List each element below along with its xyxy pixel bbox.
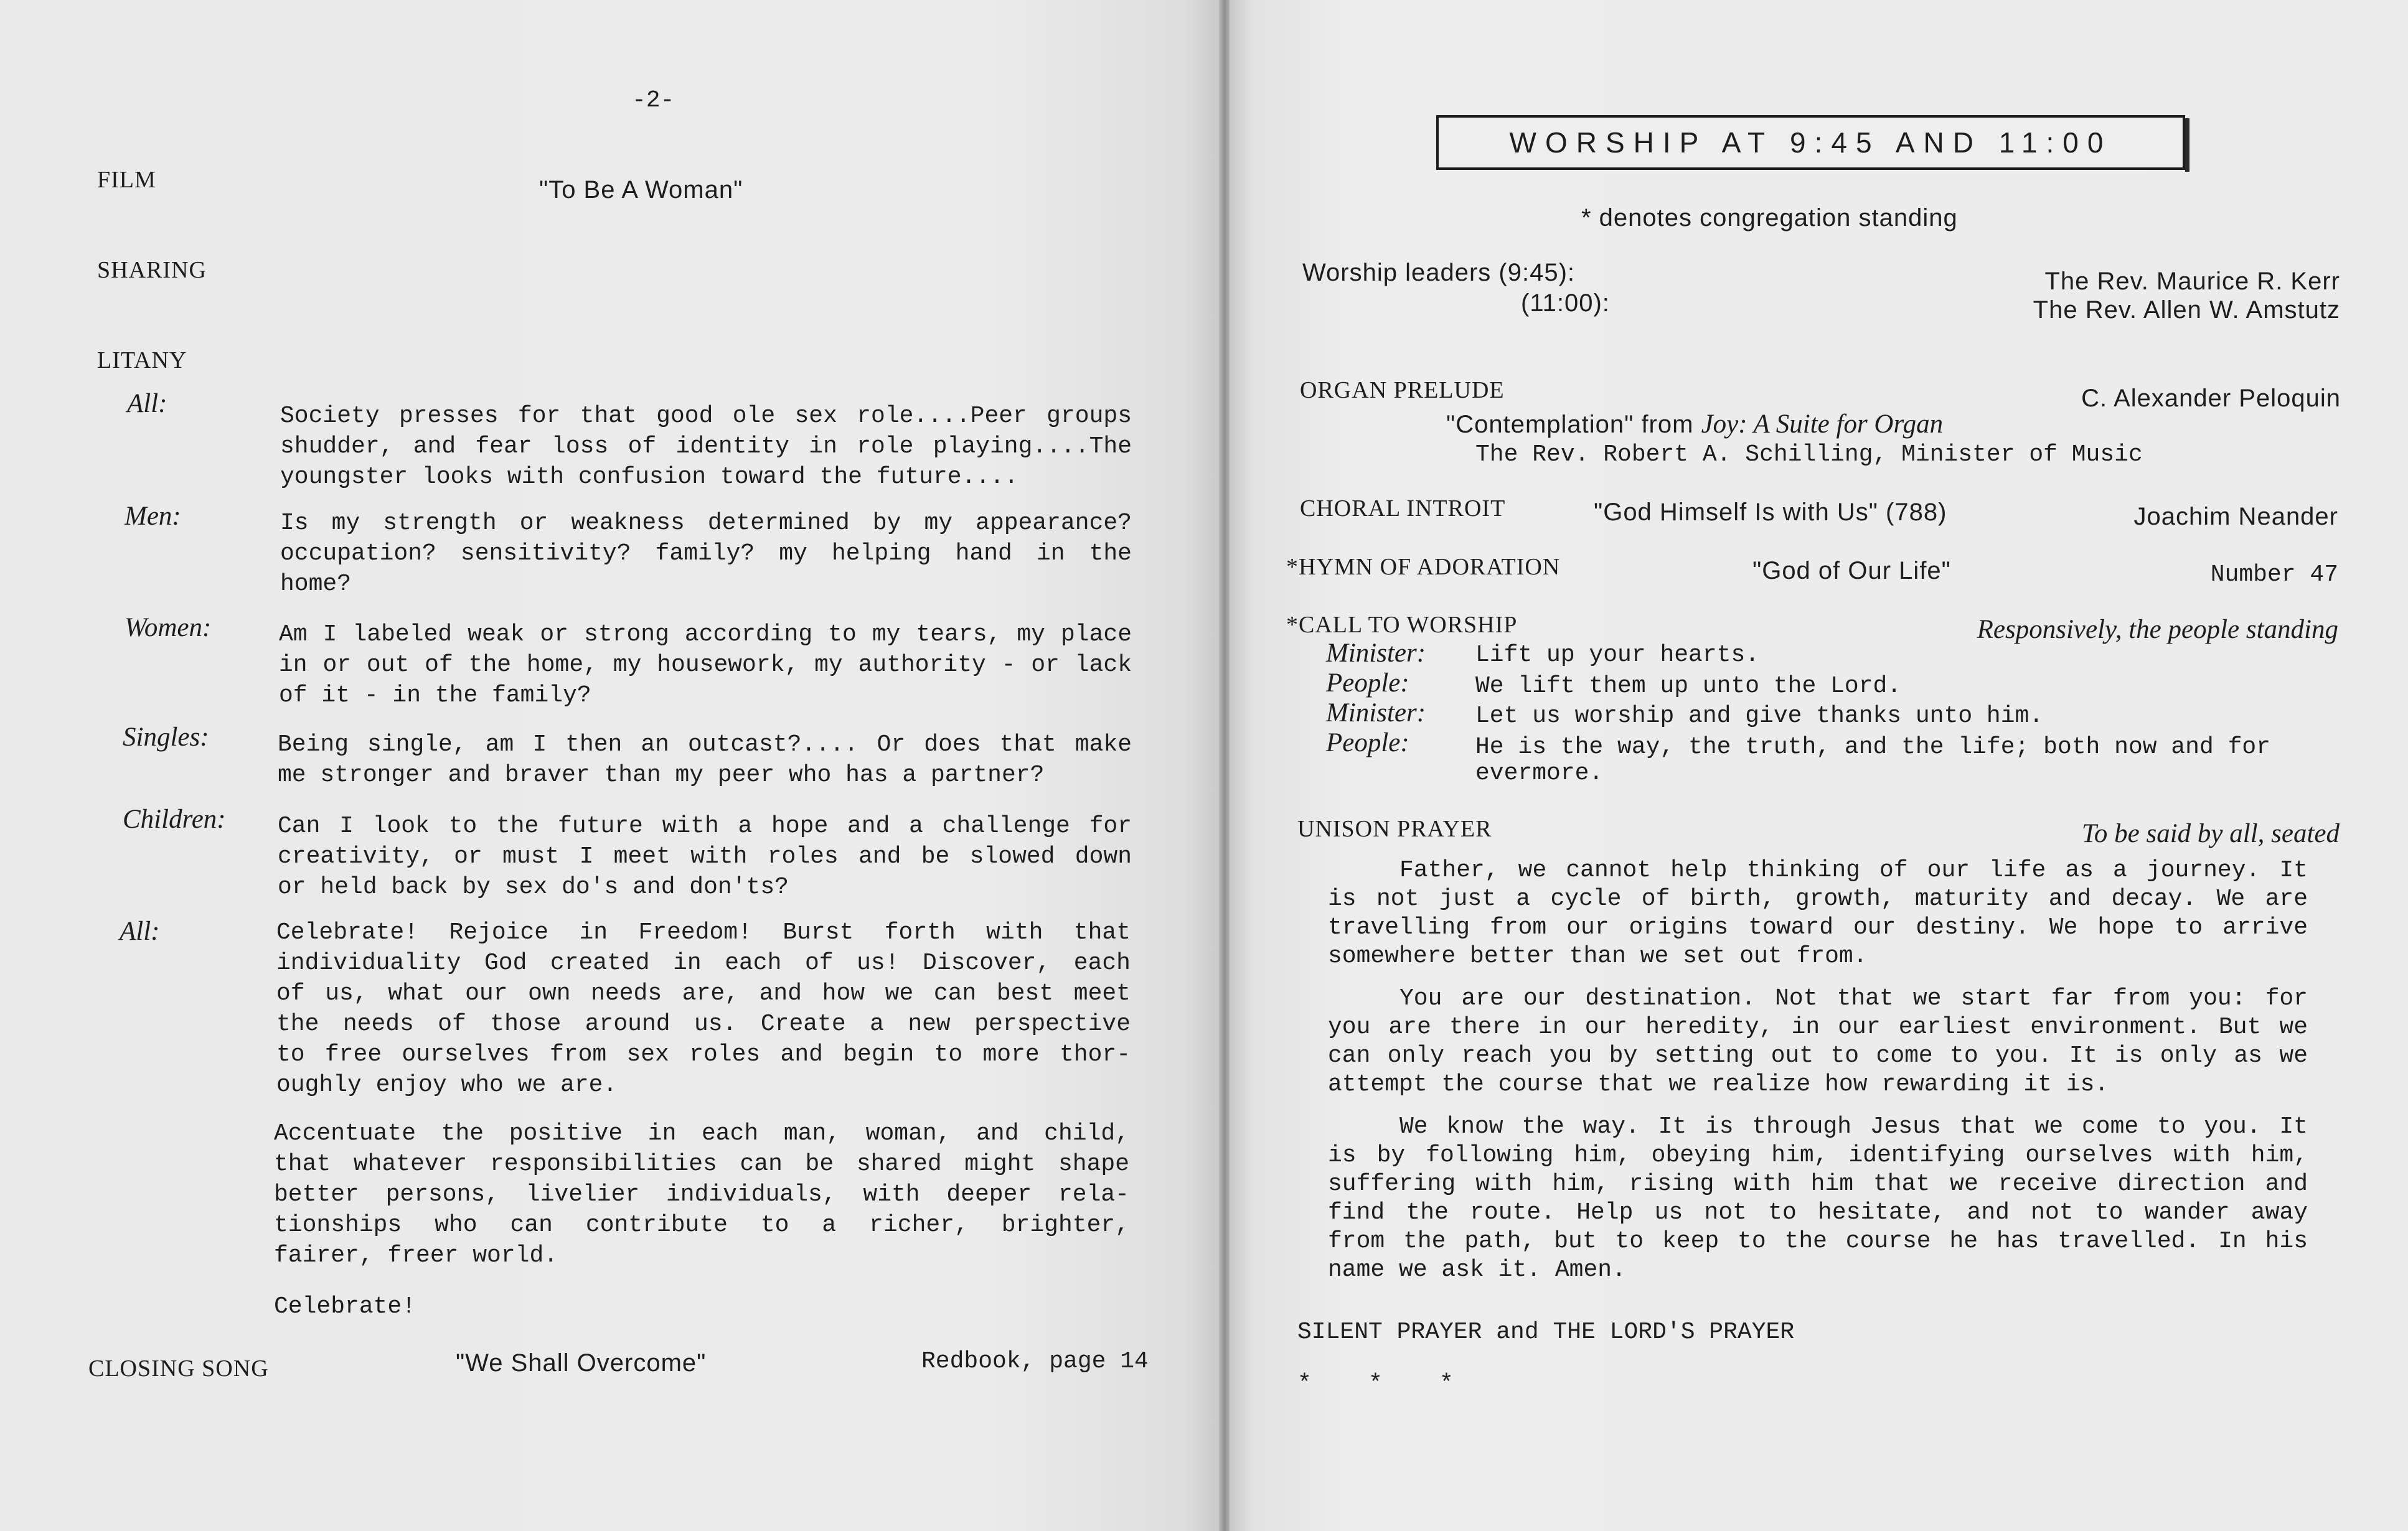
- responsive-text: Let us worship and give thanks unto him.: [1475, 703, 2044, 729]
- litany-response: [278, 729, 1132, 790]
- accentuate-paragraph: [274, 1118, 1129, 1271]
- litany-line: youngster looks with confusion toward the future....: [280, 464, 1018, 490]
- litany-line: or held back by sex do's and don'ts?: [278, 874, 789, 901]
- litany-line: in or out of the home, my housework, my authority - or lack: [279, 652, 1132, 678]
- litany-line: Being single, am I then an outcast?.... Or does that make: [278, 731, 1132, 758]
- responsive-text: We lift them up unto the Lord.: [1475, 673, 1902, 700]
- litany-response: [279, 619, 1132, 711]
- page-number: -2-: [632, 87, 675, 114]
- call-to-worship-label: *CALL TO WORSHIP: [1286, 612, 1518, 638]
- choral-introit-composer: Joachim Neander: [2133, 503, 2338, 530]
- litany-line: oughly enjoy who we are.: [276, 1072, 618, 1098]
- litany-line: home?: [280, 571, 352, 597]
- responsive-speaker: Minister:: [1326, 698, 1426, 728]
- litany-speaker: Singles:: [123, 723, 209, 752]
- litany-line: Society presses for that good ole sex role....Peer groups: [280, 403, 1132, 429]
- standing-note: * denotes congregation standing: [1581, 204, 1958, 232]
- book-gutter: [1219, 0, 1230, 1531]
- responsive-speaker: People:: [1326, 668, 1409, 698]
- litany-line: Am I labeled weak or strong according to my tears, my place: [279, 621, 1132, 648]
- litany-line: Celebrate! Rejoice in Freedom! Burst forth with that: [276, 919, 1131, 946]
- celebrate-text: Celebrate!: [274, 1293, 416, 1320]
- hymn-title: "God of Our Life": [1752, 557, 1951, 584]
- leader-name: The Rev. Allen W. Amstutz: [2033, 296, 2340, 324]
- litany-line: occupation? sensitivity? family? my helping hand in the: [280, 540, 1132, 567]
- responsive-continuation: evermore.: [1475, 760, 1604, 787]
- prayer-line: is by following him, obeying him, identifying ourselves with him,: [1328, 1142, 2308, 1169]
- litany-line: Accentuate the positive in each man, woman, and child,: [274, 1120, 1129, 1147]
- litany-response: [276, 917, 1131, 1100]
- litany-speaker: All:: [120, 917, 160, 946]
- litany-line: better persons, livelier individuals, with deeper rela-: [274, 1181, 1129, 1208]
- closing-song-title: "We Shall Overcome": [456, 1349, 707, 1377]
- organ-prelude-piece: [1446, 411, 1943, 439]
- prayer-line: We know the way. It is through Jesus that we come to you. It: [1399, 1113, 2308, 1140]
- litany-line: to free ourselves from sex roles and begin to more thor-: [276, 1041, 1131, 1068]
- worship-banner: WORSHIP AT 9:45 AND 11:00: [1436, 115, 2185, 170]
- closing-song-label: CLOSING SONG: [88, 1355, 269, 1382]
- prayer-line: travelling from our origins toward our destiny. We hope to arrive: [1328, 914, 2308, 941]
- litany-line: fairer, freer world.: [274, 1242, 558, 1269]
- litany-response: [280, 401, 1132, 492]
- litany-line: shudder, and fear loss of identity in role playing....The: [280, 433, 1132, 460]
- prayer-line: you are there in our heredity, in our earliest environment. But we: [1328, 1014, 2308, 1041]
- organ-prelude-composer: C. Alexander Peloquin: [2081, 385, 2341, 412]
- hymn-number: Number 47: [2210, 561, 2338, 588]
- prayer-paragraph: [1328, 856, 2308, 971]
- unison-prayer-direction: To be said by all, seated: [2081, 819, 2340, 848]
- piece-work: Joy: A Suite for Organ: [1701, 410, 1944, 439]
- prayer-line: find the route. Help us not to hesitate, and not to wander away: [1328, 1199, 2308, 1226]
- litany-line: tionships who can contribute to a richer, brighter,: [274, 1212, 1129, 1238]
- film-label: FILM: [97, 167, 156, 193]
- film-title: "To Be A Woman": [539, 176, 743, 204]
- silent-prayer: SILENT PRAYER and THE LORD'S PRAYER: [1297, 1319, 1795, 1346]
- litany-line: creativity, or must I meet with roles and be slowed down: [278, 843, 1132, 870]
- litany-line: that whatever responsibilities can be shared might shape: [274, 1151, 1129, 1178]
- litany-line: of us, what our own needs are, and how we can best meet: [276, 980, 1131, 1007]
- prayer-line: somewhere better than we set out from.: [1328, 943, 1868, 970]
- prayer-paragraph: [1328, 985, 2308, 1099]
- banner-shadow: [2185, 118, 2189, 172]
- prayer-line: attempt the course that we realize how rewarding it is.: [1328, 1071, 2109, 1098]
- responsive-speaker: Minister:: [1326, 639, 1426, 668]
- piece-title: "Contemplation" from: [1446, 411, 1701, 438]
- unison-prayer-label: UNISON PRAYER: [1297, 816, 1492, 842]
- litany-speaker: Children:: [123, 805, 226, 834]
- litany-label: LITANY: [97, 347, 187, 373]
- organ-prelude-performer: The Rev. Robert A. Schilling, Minister of Music: [1475, 441, 2143, 468]
- litany-speaker: All:: [127, 389, 167, 418]
- sharing-label: SHARING: [97, 257, 207, 283]
- hymn-label: *HYMN OF ADORATION: [1286, 554, 1561, 580]
- prayer-line: You are our destination. Not that we start far from you: for: [1399, 985, 2308, 1012]
- leader-name: The Rev. Maurice R. Kerr: [2044, 268, 2340, 295]
- litany-line: me stronger and braver than my peer who has a partner?: [278, 762, 1045, 789]
- responsive-text: He is the way, the truth, and the life; both now and for: [1475, 734, 2271, 761]
- closing-song-source: Redbook, page 14: [921, 1348, 1149, 1375]
- prayer-line: from the path, but to keep to the course he has travelled. In his: [1328, 1228, 2308, 1255]
- prayer-paragraph: [1328, 1113, 2308, 1285]
- litany-line: Can I look to the future with a hope and a challenge for: [278, 813, 1132, 840]
- call-to-worship-direction: Responsively, the people standing: [1977, 615, 2338, 644]
- litany-line: individuality God created in each of us! Discover, each: [276, 950, 1131, 976]
- choral-introit-title: "God Himself Is with Us" (788): [1594, 499, 1947, 526]
- prayer-line: Father, we cannot help thinking of our life as a journey. It: [1399, 857, 2308, 884]
- litany-speaker: Men:: [125, 502, 181, 531]
- prayer-line: can only reach you by setting out to come to you. It is only as we: [1328, 1042, 2308, 1069]
- worship-leaders-label: Worship leaders (9:45):: [1302, 259, 1575, 286]
- section-divider-stars: * * *: [1297, 1370, 1454, 1397]
- prayer-line: suffering with him, rising with him that we receive direction and: [1328, 1171, 2308, 1197]
- litany-speaker: Women:: [125, 613, 212, 642]
- litany-line: the needs of those around us. Create a new perspective: [276, 1011, 1131, 1037]
- responsive-speaker: People:: [1326, 728, 1409, 757]
- choral-introit-label: CHORAL INTROIT: [1300, 495, 1506, 522]
- prayer-line: name we ask it. Amen.: [1328, 1257, 1626, 1283]
- litany-response: [280, 508, 1132, 599]
- litany-response: [278, 811, 1132, 902]
- litany-line: of it - in the family?: [279, 682, 591, 709]
- organ-prelude-label: ORGAN PRELUDE: [1300, 377, 1505, 403]
- worship-leaders-second-label: (11:00):: [1521, 289, 1610, 317]
- litany-line: Is my strength or weakness determined by my appearance?: [280, 510, 1132, 536]
- responsive-text: Lift up your hearts.: [1475, 642, 1760, 668]
- prayer-line: is not just a cycle of birth, growth, maturity and decay. We are: [1328, 886, 2308, 912]
